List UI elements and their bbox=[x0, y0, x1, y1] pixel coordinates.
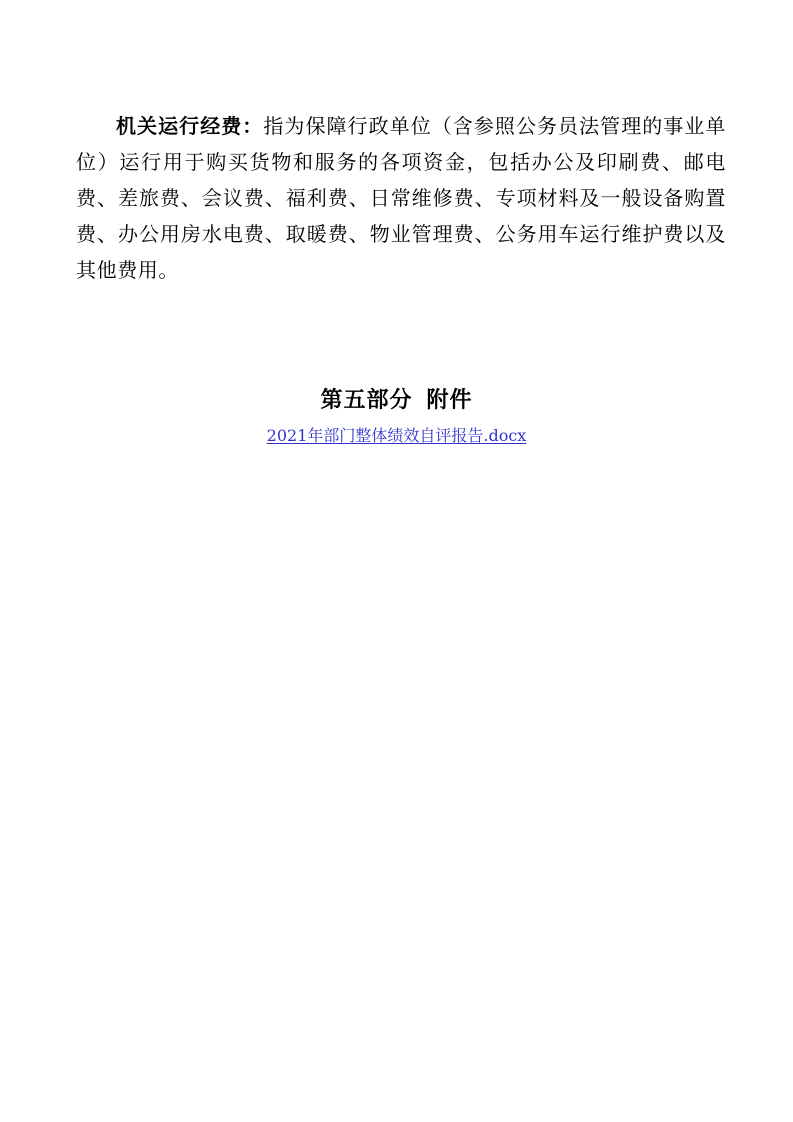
section-heading-part: 第五部分 bbox=[320, 388, 413, 413]
definition-paragraph bbox=[76, 108, 726, 288]
section-heading bbox=[0, 384, 793, 418]
definition-text: 指为保障行政单位（含参照公务员法管理的事业单位）运行用于购买货物和服务的各项资金，包括办公及印刷费、邮电费、差旅费、会议费、福利费、日常维修费、专项材料及一般设备购置费、办公用房水电费、取暖费、物业管理费、公务用车运行维护费以及其他费用。 bbox=[76, 114, 727, 282]
attachment-link[interactable]: 2021年部门整体绩效自评报告.docx bbox=[266, 426, 527, 445]
section-heading-label: 附件 bbox=[426, 388, 473, 413]
attachment-line bbox=[0, 424, 793, 448]
definition-term: 机关运行经费： bbox=[116, 114, 264, 138]
